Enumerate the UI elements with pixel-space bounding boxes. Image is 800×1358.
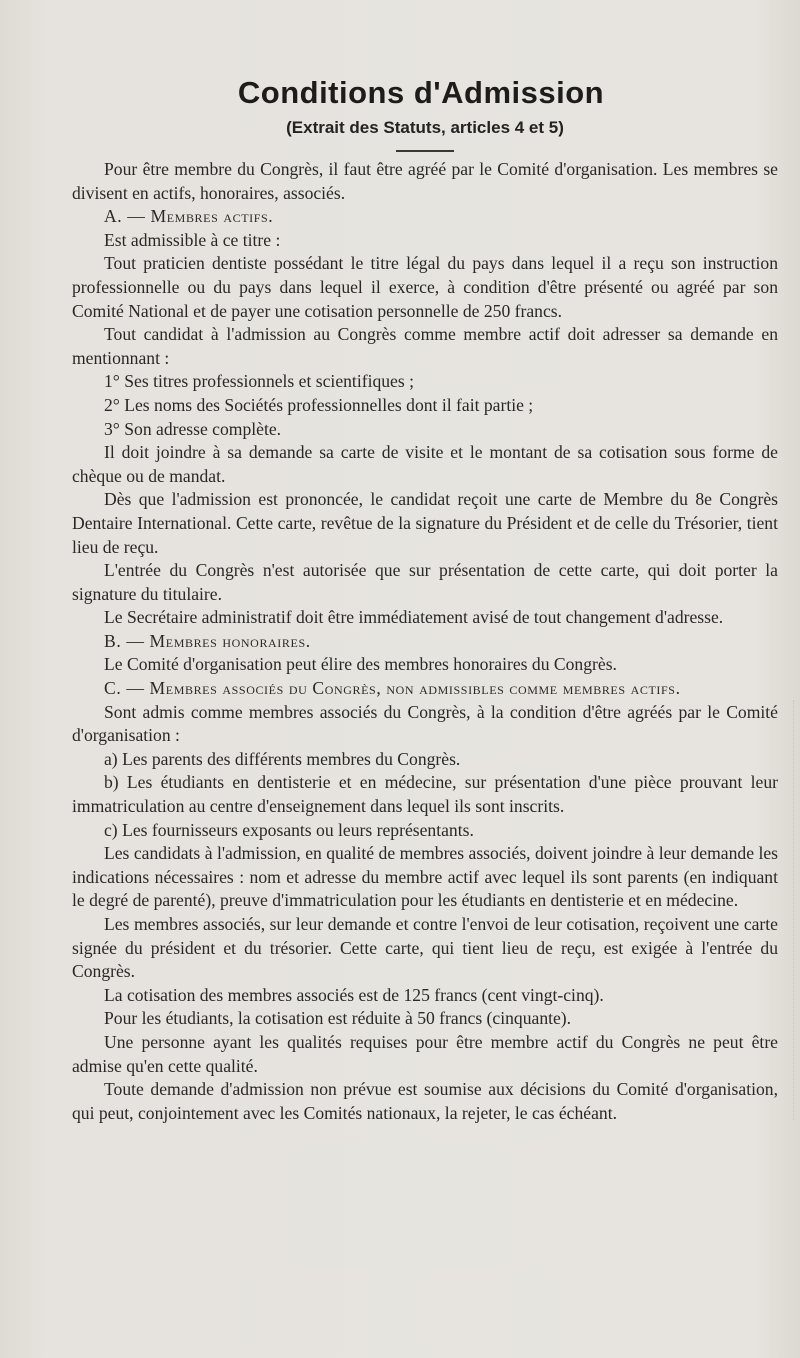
list-item: 2° Les noms des Sociétés professionnelles dont il fait partie ; <box>104 394 534 415</box>
paragraph: Dès que l'admission est prononcée, le candidat reçoit une carte de Membre du 8e Congrès Dentaire International. Cette carte, revêtue de la signature du Président et de celle du Trésorier, tient lieu de reçu. <box>72 489 778 557</box>
paragraph: Tout praticien dentiste possédant le titre légal du pays dans lequel il a reçu son instruction professionnelle ou du pays dans lequel il exerce, à condition d'être présenté ou agréé par son Comité National et de payer une cotisation personnelle de 250 francs. <box>72 253 778 321</box>
paragraph-intro: Pour être membre du Congrès, il faut être agréé par le Comité d'organisation. Les membres se divisent en actifs, honoraires, associés. <box>72 159 778 203</box>
paragraph: Toute demande d'admission non prévue est soumise aux décisions du Comité d'organisation, qui peut, conjointement avec les Comités nationaux, la rejeter, le cas échéant. <box>72 1079 778 1123</box>
paragraph: L'entrée du Congrès n'est autorisée que sur présentation de cette carte, qui doit porter la signature du titulaire. <box>72 560 778 604</box>
document-body <box>72 158 778 1125</box>
section-heading-membres-honoraires: B. — Membres honoraires. <box>104 630 311 651</box>
paragraph: Le Secrétaire administratif doit être immédiatement avisé de tout changement d'adresse. <box>104 607 724 628</box>
list-item: b) Les étudiants en dentisterie et en médecine, sur présentation d'une pièce prouvant leur immatriculation au centre d'enseignement dans lequel ils sont inscrits. <box>72 772 778 817</box>
list-item: 3° Son adresse complète. <box>104 418 282 439</box>
paragraph: Pour les étudiants, la cotisation est réduite à 50 francs (cinquante). <box>104 1008 572 1029</box>
page-edge-shadow <box>791 700 794 1120</box>
page-subtitle: (Extrait des Statuts, articles 4 et 5) <box>286 118 564 137</box>
list-item: 1° Ses titres professionnels et scientifiques ; <box>104 371 414 392</box>
paragraph: Les membres associés, sur leur demande et contre l'envoi de leur cotisation, reçoivent une carte signée du président et du trésorier. Cette carte, qui tient lieu de reçu, est exigée à l'entrée du Congrès. <box>72 914 778 982</box>
title-divider <box>396 150 454 152</box>
paragraph: Sont admis comme membres associés du Congrès, à la condition d'être agréés par le Comité d'organisation : <box>72 701 778 746</box>
paragraph: Il doit joindre à sa demande sa carte de visite et le montant de sa cotisation sous forme de chèque ou de mandat. <box>72 442 778 486</box>
paragraph: Tout candidat à l'admission au Congrès comme membre actif doit adresser sa demande en mentionnant : <box>72 324 778 368</box>
section-heading-membres-actifs: A. — Membres actifs. <box>104 206 274 227</box>
section-heading-membres-associes: C. — Membres associés du Congrès, non admissibles comme membres actifs. <box>104 678 681 699</box>
list-item: a) Les parents des différents membres du Congrès. <box>104 748 461 769</box>
paragraph: Le Comité d'organisation peut élire des membres honoraires du Congrès. <box>104 654 617 675</box>
list-item: c) Les fournisseurs exposants ou leurs représentants. <box>104 819 474 840</box>
paragraph: La cotisation des membres associés est de 125 francs (cent vingt-cinq). <box>104 984 604 1005</box>
paragraph: Les candidats à l'admission, en qualité de membres associés, doivent joindre à leur demande les indications nécessaires : nom et adresse du membre actif avec lequel ils sont parents (en indiquant le degré de parenté), preuve d'immatriculation pour les étudiants en dentisterie et en médecine. <box>72 843 778 911</box>
page-title: Conditions d'Admission <box>237 75 605 110</box>
paragraph: Est admissible à ce titre : <box>104 229 281 250</box>
paragraph: Une personne ayant les qualités requises pour être membre actif du Congrès ne peut être admise qu'en cette qualité. <box>72 1031 778 1076</box>
